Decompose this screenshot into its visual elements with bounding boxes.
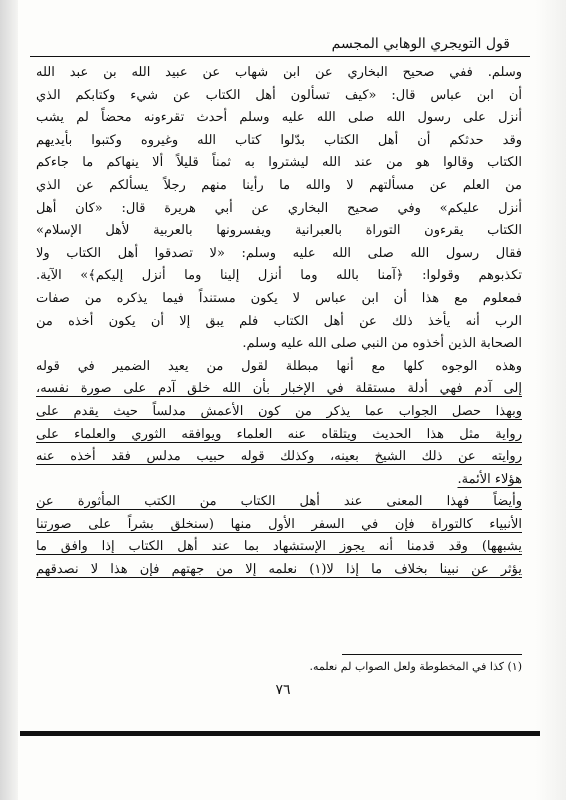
text-line: وسلم. ففي صحيح البخاري عن ابن شهاب عن عبيد الله بن عبد الله (36, 65, 522, 80)
text-line: فقال رسول الله صلى الله عليه وسلم: «لا تصدقوا أهل الكتاب ولا (36, 245, 522, 261)
text-line: وهذه الوجوه كلها مع أنها مبطلة لقول من يعيد الضمير في قوله (36, 358, 522, 374)
body-text (36, 62, 522, 582)
header-divider (30, 56, 530, 57)
text-line: يؤثر عن نبينا بخلاف ما إذا لا(١) نعلمه إلا من جهتهم فإن هذا لا نصدقهم (36, 562, 522, 578)
text-line: تكذبوهم وقولوا: ﴿آمنا بالله وما أنزل إلينا وما أنزل إليكم﴾» الآية. (36, 268, 522, 284)
text-line: أنزل عليكم» وفي صحيح البخاري عن أبي هريرة قال: «كان أهل (36, 200, 522, 216)
page-binding-shadow (0, 0, 18, 800)
text-line: فمعلوم مع هذا أن ابن عباس لا يكون مستنداً فيما يذكره من صفات (36, 290, 522, 306)
text-line: وأيضاً فهذا المعنى عند أهل الكتاب من الكتب المأثورة عن (36, 494, 522, 510)
bottom-border (20, 731, 540, 736)
footnote: (١) كذا في المخطوطة ولعل الصواب لم نعلمه. (309, 660, 522, 673)
page-number: ٧٦ (275, 682, 291, 698)
text-line: روايته عن ذلك الشيخ بعينه، وكذلك قوله حبيب مدلس فقد أخذه عنه (36, 449, 522, 465)
text-line: هؤلاء الأئمة. (457, 471, 522, 487)
text-line: الرب أنه يأخذ ذلك عن أهل الكتاب فلم يبق إلا أن يكون أخذه من (36, 313, 522, 329)
text-line: إلى آدم فهي أدلة مستقلة في الإخبار بأن الله خلق آدم على صورة نفسه، (36, 381, 522, 397)
running-header: قول التويجري الوهابي المجسم (331, 36, 510, 52)
text-line: الصحابة الذين أخذوه من النبي صلى الله عليه وسلم. (242, 336, 522, 352)
text-line: الكتاب يقرءون التوراة بالعبرانية ويفسرونها بالعربية لأهل الإسلام» (36, 223, 522, 239)
text-line: وقد حدثكم أن أهل الكتاب بدّلوا كتاب الله وغيروه وكتبوا بأيديهم (36, 132, 522, 148)
text-line: وبهذا حصل الجواب عما يذكر من كون الأعمش مدلساً حيث يقدم على (36, 403, 522, 419)
text-line: أنزل على رسول الله صلى الله عليه وسلم أحدث تقرءونه محضاً لم يشب (36, 110, 522, 126)
text-line: أن ابن عباس قال: «كيف تسألون أهل الكتاب عن شيء وكتابكم الذي (36, 87, 522, 103)
text-line: الأنبياء كالتوراة فإن في السفر الأول منها (سنخلق بشراً على صورتنا (36, 516, 522, 532)
text-line: يشبهها) وقد قدمنا أنه يجوز الإستشهاد بما عند أهل الكتاب إذا وافق ما (36, 539, 522, 555)
page-edge (536, 0, 566, 800)
text-line: رواية مثل هذا الحديث ويتلقاه عنه العلماء ويوافقه الثوري والعلماء على (36, 426, 522, 442)
text-line: الكتاب وقالوا هو من عند الله ليشتروا به ثمناً قليلاً ألا ينهاكم ما جاءكم (36, 155, 522, 171)
footnote-divider (342, 654, 522, 655)
text-line: من العلم عن مسألتهم لا والله ما رأينا منهم رجلاً يسألكم عن الذي (36, 177, 522, 193)
